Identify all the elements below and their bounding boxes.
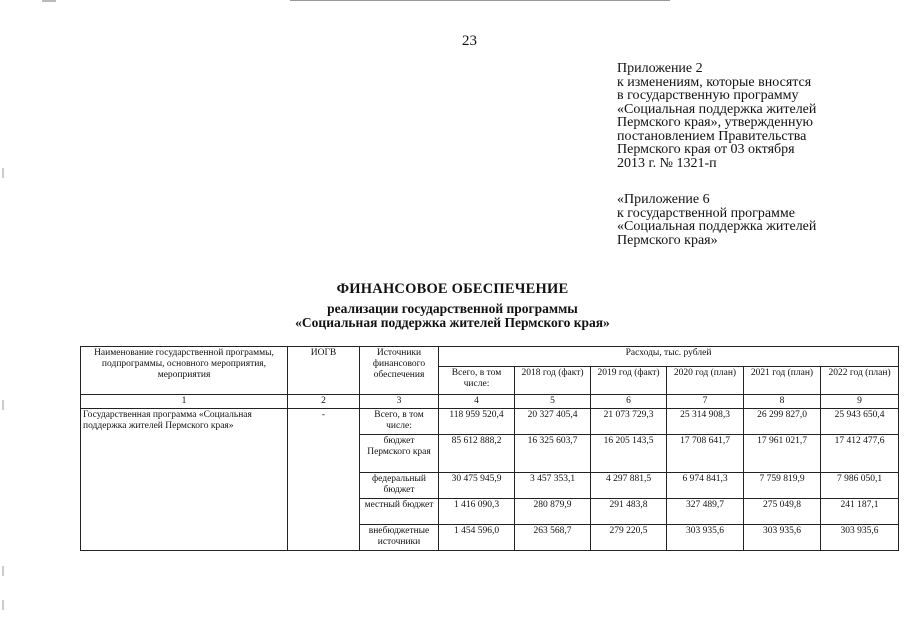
document-title: ФИНАНСОВОЕ ОБЕСПЕЧЕНИЕ	[336, 281, 569, 297]
value-cell: 16 325 603,7	[515, 435, 591, 473]
value-cell: 303 935,6	[821, 525, 899, 551]
value-cell: 26 299 827,0	[744, 409, 821, 435]
value-cell: 303 935,6	[667, 525, 744, 551]
value-cell: 4 297 881,5	[591, 473, 667, 499]
value-cell: 21 073 729,3	[591, 409, 667, 435]
header-col-2022: 2022 год (план)	[821, 367, 899, 395]
col-number: 3	[360, 395, 439, 409]
value-cell: 85 612 888,2	[439, 435, 515, 473]
value-cell: 17 412 477,6	[821, 435, 899, 473]
annex-6-header	[617, 193, 897, 247]
value-cell: 6 974 841,3	[667, 473, 744, 499]
scan-mark	[42, 0, 56, 2]
annex-line: к государственной программе	[617, 205, 795, 221]
annex-line: Пермского края от 03 октября	[617, 142, 795, 157]
header-source: Источники финансового обеспечения	[360, 347, 439, 395]
col-number: 2	[288, 395, 360, 409]
value-cell: 291 483,8	[591, 499, 667, 525]
annex-line: Пермского края»	[617, 232, 718, 248]
page-number: 23	[462, 33, 477, 49]
col-number: 7	[667, 395, 744, 409]
value-cell: 17 961 021,7	[744, 435, 821, 473]
source-cell: Всего, в том числе:	[360, 409, 439, 435]
value-cell: 263 568,7	[515, 525, 591, 551]
header-col-2021: 2021 год (план)	[744, 367, 821, 395]
value-cell: 1 416 090,3	[439, 499, 515, 525]
source-cell: бюджет Пермского края	[360, 435, 439, 473]
value-cell: 1 454 596,0	[439, 525, 515, 551]
annex-line: в государственную программу	[617, 88, 799, 103]
annex-line: к изменениям, которые вносятся	[617, 74, 812, 90]
header-col-2019: 2019 год (факт)	[591, 367, 667, 395]
header-name: Наименование государственной программы, подпрограммы, основного мероприятия, мероприятия	[81, 347, 288, 395]
annex-line: 2013 г. № 1321-п	[617, 155, 717, 171]
col-number: 5	[515, 395, 591, 409]
col-number: 1	[81, 395, 288, 409]
value-cell: 16 205 143,5	[591, 435, 667, 473]
annex-2-header	[617, 62, 897, 170]
document-subtitle	[0, 302, 905, 330]
value-cell: 30 475 945,9	[439, 473, 515, 499]
value-cell: 17 708 641,7	[667, 435, 744, 473]
top-rule	[290, 0, 670, 1]
col-number: 8	[744, 395, 821, 409]
col-number: 4	[439, 395, 515, 409]
header-expenses: Расходы, тыс. рублей	[439, 347, 899, 367]
value-cell: 20 327 405,4	[515, 409, 591, 435]
header-col-2020: 2020 год (план)	[667, 367, 744, 395]
header-iogv: ИОГВ	[288, 347, 360, 395]
value-cell: 3 457 353,1	[515, 473, 591, 499]
source-cell: внебюджетные источники	[360, 525, 439, 551]
annex-line: «Социальная поддержка жителей	[617, 101, 817, 117]
value-cell: 7 759 819,9	[744, 473, 821, 499]
financing-table	[80, 346, 899, 551]
value-cell: 303 935,6	[744, 525, 821, 551]
header-col-2018: 2018 год (факт)	[515, 367, 591, 395]
annex-line: постановлением Правительства	[617, 128, 807, 144]
col-number: 9	[821, 395, 899, 409]
subtitle-line: реализации государственной программы	[327, 301, 578, 316]
value-cell: 241 187,1	[821, 499, 899, 525]
table-row	[81, 409, 899, 435]
subtitle-line: «Социальная поддержка жителей Пермского края»	[295, 315, 610, 330]
value-cell: 7 986 050,1	[821, 473, 899, 499]
value-cell: 279 220,5	[591, 525, 667, 551]
value-cell: 327 489,7	[667, 499, 744, 525]
value-cell: 25 314 908,3	[667, 409, 744, 435]
value-cell: 25 943 650,4	[821, 409, 899, 435]
annex-line: Приложение 2	[617, 61, 703, 76]
annex-line: «Социальная поддержка жителей	[617, 219, 817, 234]
value-cell: 280 879,9	[515, 499, 591, 525]
source-cell: федеральный бюджет	[360, 473, 439, 499]
value-cell: 275 049,8	[744, 499, 821, 525]
col-number: 6	[591, 395, 667, 409]
value-cell: 118 959 520,4	[439, 409, 515, 435]
annex-line: Пермского края», утвержденную	[617, 115, 813, 130]
source-cell: местный бюджет	[360, 499, 439, 525]
annex-line: «Приложение 6	[617, 192, 710, 207]
column-numbers-row	[81, 395, 899, 409]
program-name: Государственная программа «Социальная поддержка жителей Пермского края»	[81, 409, 288, 551]
header-col-total: Всего, в том числе:	[439, 367, 515, 395]
program-iogv: -	[288, 409, 360, 551]
